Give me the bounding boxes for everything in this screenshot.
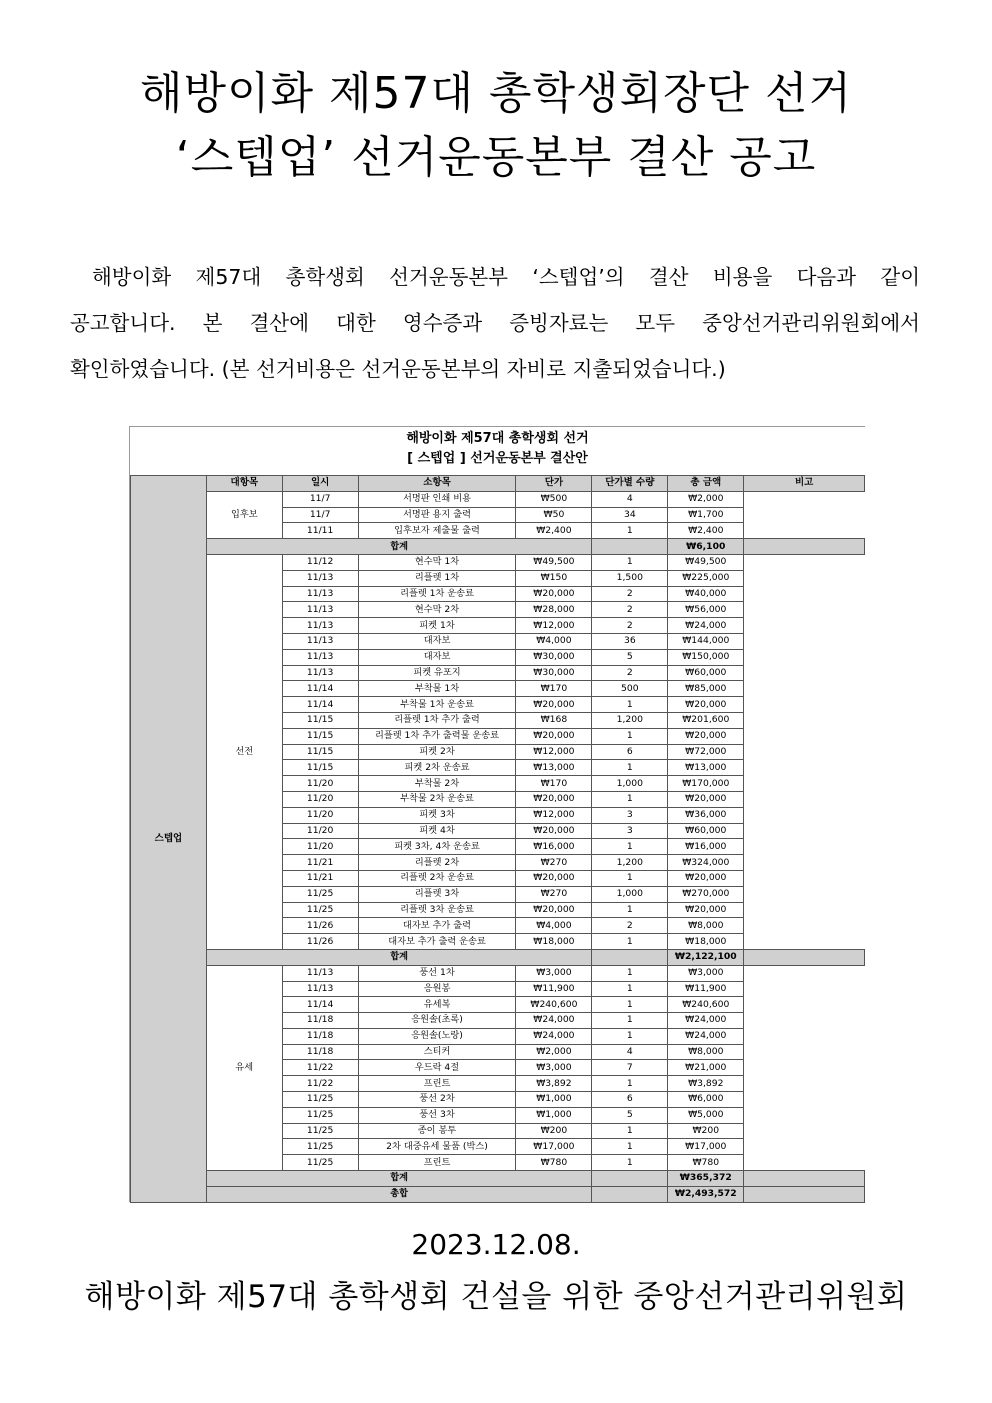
cell-col-0: 11/13: [282, 649, 358, 665]
category-cell: 선전: [206, 554, 282, 949]
sheet-title-line2: [ 스텝업 ] 선거운동본부 결산안: [407, 451, 588, 466]
cell-col-3: 5: [592, 649, 668, 665]
cell-col-4: ₩36,000: [668, 807, 744, 823]
cell-col-3: 2: [592, 586, 668, 602]
header-cell-1: 일시: [282, 476, 358, 492]
cell-col-3: 1: [592, 902, 668, 918]
notice-paragraph: [70, 254, 920, 392]
cell-col-3: 1,000: [592, 886, 668, 902]
cell-col-0: 11/20: [282, 839, 358, 855]
cell-col-0: 11/22: [282, 1060, 358, 1076]
cell-col-1: 리플렛 1차 추가 출력: [358, 712, 516, 728]
cell-col-3: 1,000: [592, 776, 668, 792]
cell-col-2: ₩150: [516, 570, 592, 586]
note-cell: [744, 807, 865, 823]
cell-col-1: 우드락 4절: [358, 1060, 516, 1076]
subtotal-note: [744, 1171, 865, 1187]
cell-col-4: ₩200: [668, 1123, 744, 1139]
cell-col-4: ₩20,000: [668, 791, 744, 807]
cell-col-4: ₩40,000: [668, 586, 744, 602]
cell-col-0: 11/7: [282, 491, 358, 507]
cell-col-1: 피켓 3차: [358, 807, 516, 823]
budget-table: [130, 475, 865, 1203]
cell-col-3: 1,500: [592, 570, 668, 586]
cell-col-1: 부착물 1차 운송료: [358, 697, 516, 713]
cell-col-4: ₩24,000: [668, 618, 744, 634]
cell-col-0: 11/13: [282, 965, 358, 981]
cell-col-3: 1: [592, 981, 668, 997]
subtotal-note: [744, 539, 865, 555]
cell-col-3: 1: [592, 523, 668, 539]
note-cell: [744, 1123, 865, 1139]
grand-total-note: [744, 1186, 865, 1202]
cell-col-1: 대자보: [358, 649, 516, 665]
cell-col-2: ₩200: [516, 1123, 592, 1139]
cell-col-2: ₩2,400: [516, 523, 592, 539]
cell-col-0: 11/25: [282, 1107, 358, 1123]
grand-total-row: [131, 1186, 865, 1202]
cell-col-3: 3: [592, 823, 668, 839]
cell-col-1: 리플렛 1차: [358, 570, 516, 586]
table-row: [131, 554, 865, 570]
cell-col-2: ₩780: [516, 1155, 592, 1171]
cell-col-2: ₩3,892: [516, 1076, 592, 1092]
cell-col-0: 11/18: [282, 1028, 358, 1044]
settlement-sheet-image: [129, 426, 865, 1202]
header-row: [131, 476, 865, 492]
cell-col-2: ₩30,000: [516, 649, 592, 665]
header-cell-5: 총 금액: [668, 476, 744, 492]
grand-total-label: 총합: [206, 1186, 592, 1202]
cell-col-0: 11/18: [282, 1044, 358, 1060]
note-cell: [744, 886, 865, 902]
cell-col-0: 11/14: [282, 681, 358, 697]
cell-col-2: ₩49,500: [516, 554, 592, 570]
cell-col-3: 1: [592, 697, 668, 713]
cell-col-3: 1: [592, 1076, 668, 1092]
header-cell-4: 단가별 수량: [592, 476, 668, 492]
category-cell: 입후보: [206, 491, 282, 538]
note-cell: [744, 1060, 865, 1076]
cell-col-2: ₩12,000: [516, 744, 592, 760]
cell-col-3: 3: [592, 807, 668, 823]
paragraph-line-1: 해방이화 제57대 총학생회 선거운동본부 ‘스텝업’의 결산 비용을 다음과 같이: [92, 265, 920, 289]
notice-date: 2023.12.08.: [411, 1228, 581, 1261]
cell-col-4: ₩56,000: [668, 602, 744, 618]
note-cell: [744, 839, 865, 855]
cell-col-4: ₩17,000: [668, 1139, 744, 1155]
cell-col-3: 7: [592, 1060, 668, 1076]
subtotal-row: [131, 539, 865, 555]
cell-col-4: ₩2,400: [668, 523, 744, 539]
cell-col-1: 풍선 1차: [358, 965, 516, 981]
cell-col-0: 11/15: [282, 744, 358, 760]
cell-col-3: 36: [592, 633, 668, 649]
cell-col-0: 11/13: [282, 586, 358, 602]
cell-col-4: ₩20,000: [668, 870, 744, 886]
cell-col-0: 11/21: [282, 855, 358, 871]
cell-col-0: 11/13: [282, 633, 358, 649]
cell-col-4: ₩20,000: [668, 697, 744, 713]
cell-col-1: 피켓 4차: [358, 823, 516, 839]
cell-col-4: ₩1,700: [668, 507, 744, 523]
note-cell: [744, 1092, 865, 1108]
cell-col-2: ₩170: [516, 776, 592, 792]
cell-col-2: ₩17,000: [516, 1139, 592, 1155]
cell-col-3: 2: [592, 918, 668, 934]
note-cell: [744, 570, 865, 586]
cell-col-0: 11/20: [282, 776, 358, 792]
cell-col-2: ₩28,000: [516, 602, 592, 618]
cell-col-3: 6: [592, 744, 668, 760]
cell-col-3: 1: [592, 997, 668, 1013]
cell-col-3: 1: [592, 760, 668, 776]
cell-col-1: 입후보자 제출물 출력: [358, 523, 516, 539]
subtotal-amount: ₩6,100: [668, 539, 744, 555]
subtotal-label: 합계: [206, 949, 592, 965]
cell-col-3: 1,200: [592, 712, 668, 728]
cell-col-1: 대자보 추가 출력: [358, 918, 516, 934]
cell-col-0: 11/25: [282, 1123, 358, 1139]
note-cell: [744, 697, 865, 713]
cell-col-2: ₩4,000: [516, 633, 592, 649]
cell-col-3: 34: [592, 507, 668, 523]
cell-col-4: ₩6,000: [668, 1092, 744, 1108]
cell-col-3: 1: [592, 1028, 668, 1044]
cell-col-2: ₩270: [516, 855, 592, 871]
cell-col-1: 리플렛 2차 운송료: [358, 870, 516, 886]
cell-col-2: ₩2,000: [516, 1044, 592, 1060]
note-cell: [744, 1028, 865, 1044]
cell-col-0: 11/25: [282, 1155, 358, 1171]
category-cell: 유세: [206, 965, 282, 1170]
subtotal-blank: [592, 1171, 668, 1187]
cell-col-3: 1: [592, 870, 668, 886]
note-cell: [744, 981, 865, 997]
cell-col-2: ₩3,000: [516, 1060, 592, 1076]
cell-col-4: ₩2,000: [668, 491, 744, 507]
note-cell: [744, 902, 865, 918]
note-cell: [744, 776, 865, 792]
note-cell: [744, 649, 865, 665]
cell-col-4: ₩150,000: [668, 649, 744, 665]
note-cell: [744, 507, 865, 523]
cell-col-2: ₩12,000: [516, 807, 592, 823]
cell-col-1: 종이 봉투: [358, 1123, 516, 1139]
cell-col-0: 11/13: [282, 981, 358, 997]
paragraph-line-2: 공고합니다. 본 결산에 대한 영수증과 증빙자료는 모두 중앙선거관리위원회에서: [70, 311, 920, 335]
cell-col-3: 6: [592, 1092, 668, 1108]
cell-col-1: 피켓 2차: [358, 744, 516, 760]
cell-col-3: 500: [592, 681, 668, 697]
note-cell: [744, 665, 865, 681]
cell-col-4: ₩85,000: [668, 681, 744, 697]
paragraph-line-3: 확인하였습니다. (본 선거비용은 선거운동본부의 자비로 지출되었습니다.): [70, 357, 726, 381]
cell-col-2: ₩168: [516, 712, 592, 728]
cell-col-3: 1: [592, 1155, 668, 1171]
cell-col-4: ₩8,000: [668, 1044, 744, 1060]
note-cell: [744, 523, 865, 539]
note-cell: [744, 728, 865, 744]
cell-col-0: 11/18: [282, 1013, 358, 1029]
cell-col-3: 1,200: [592, 855, 668, 871]
cell-col-2: ₩12,000: [516, 618, 592, 634]
note-cell: [744, 618, 865, 634]
table-row: [131, 965, 865, 981]
cell-col-1: 응원봉: [358, 981, 516, 997]
note-cell: [744, 602, 865, 618]
cell-col-1: 피켓 2차 운송료: [358, 760, 516, 776]
cell-col-4: ₩144,000: [668, 633, 744, 649]
header-cell-0: 대항목: [206, 476, 282, 492]
cell-col-0: 11/21: [282, 870, 358, 886]
cell-col-1: 프린트: [358, 1155, 516, 1171]
cell-col-4: ₩5,000: [668, 1107, 744, 1123]
cell-col-1: 프린트: [358, 1076, 516, 1092]
cell-col-0: 11/22: [282, 1076, 358, 1092]
note-cell: [744, 823, 865, 839]
cell-col-3: 1: [592, 839, 668, 855]
cell-col-4: ₩13,000: [668, 760, 744, 776]
cell-col-0: 11/25: [282, 886, 358, 902]
subtotal-blank: [592, 539, 668, 555]
cell-col-0: 11/7: [282, 507, 358, 523]
cell-col-4: ₩225,000: [668, 570, 744, 586]
cell-col-4: ₩3,000: [668, 965, 744, 981]
cell-col-4: ₩8,000: [668, 918, 744, 934]
cell-col-1: 응원솔(초록): [358, 1013, 516, 1029]
cell-col-2: ₩18,000: [516, 934, 592, 950]
header-cell-2: 소항목: [358, 476, 516, 492]
cell-col-2: ₩20,000: [516, 728, 592, 744]
cell-col-3: 1: [592, 965, 668, 981]
cell-col-1: 대자보: [358, 633, 516, 649]
notice-title-line2: ‘스텝업’ 선거운동본부 결산 공고: [175, 132, 817, 183]
cell-col-0: 11/20: [282, 791, 358, 807]
cell-col-3: 1: [592, 728, 668, 744]
cell-col-4: ₩240,600: [668, 997, 744, 1013]
cell-col-1: 피켓 3차, 4차 운송료: [358, 839, 516, 855]
subtotal-label: 합계: [206, 539, 592, 555]
cell-col-2: ₩270: [516, 886, 592, 902]
cell-col-3: 1: [592, 791, 668, 807]
cell-col-4: ₩24,000: [668, 1028, 744, 1044]
cell-col-4: ₩18,000: [668, 934, 744, 950]
note-cell: [744, 1013, 865, 1029]
cell-col-3: 1: [592, 1139, 668, 1155]
cell-col-2: ₩20,000: [516, 870, 592, 886]
cell-col-1: 현수막 2차: [358, 602, 516, 618]
cell-col-2: ₩20,000: [516, 791, 592, 807]
cell-col-1: 서명판 용지 출력: [358, 507, 516, 523]
cell-col-4: ₩170,000: [668, 776, 744, 792]
note-cell: [744, 1044, 865, 1060]
cell-col-2: ₩20,000: [516, 823, 592, 839]
cell-col-2: ₩20,000: [516, 697, 592, 713]
note-cell: [744, 760, 865, 776]
subtotal-row: [131, 1171, 865, 1187]
cell-col-2: ₩1,000: [516, 1092, 592, 1108]
note-cell: [744, 997, 865, 1013]
cell-col-2: ₩3,000: [516, 965, 592, 981]
cell-col-3: 1: [592, 934, 668, 950]
cell-col-0: 11/15: [282, 728, 358, 744]
cell-col-4: ₩3,892: [668, 1076, 744, 1092]
cell-col-2: ₩170: [516, 681, 592, 697]
cell-col-3: 4: [592, 491, 668, 507]
cell-col-3: 2: [592, 618, 668, 634]
cell-col-1: 풍선 2차: [358, 1092, 516, 1108]
subtotal-amount: ₩2,122,100: [668, 949, 744, 965]
cell-col-3: 2: [592, 602, 668, 618]
sheet-title-line1: 해방이화 제57대 총학생회 선거: [406, 431, 589, 446]
cell-col-2: ₩24,000: [516, 1028, 592, 1044]
notice-title-line1: 해방이화 제57대 총학생회장단 선거: [139, 68, 852, 119]
cell-col-1: 부착물 2차 운송료: [358, 791, 516, 807]
cell-col-0: 11/11: [282, 523, 358, 539]
cell-col-2: ₩50: [516, 507, 592, 523]
note-cell: [744, 1155, 865, 1171]
cell-col-0: 11/20: [282, 823, 358, 839]
cell-col-3: 5: [592, 1107, 668, 1123]
note-cell: [744, 1107, 865, 1123]
grand-total-amount: ₩2,493,572: [668, 1186, 744, 1202]
note-cell: [744, 491, 865, 507]
cell-col-0: 11/26: [282, 934, 358, 950]
cell-col-0: 11/25: [282, 1092, 358, 1108]
subtotal-blank: [592, 949, 668, 965]
cell-col-0: 11/13: [282, 665, 358, 681]
cell-col-4: ₩72,000: [668, 744, 744, 760]
cell-col-1: 부착물 2차: [358, 776, 516, 792]
cell-col-2: ₩20,000: [516, 586, 592, 602]
cell-col-1: 스티커: [358, 1044, 516, 1060]
cell-col-2: ₩30,000: [516, 665, 592, 681]
note-cell: [744, 586, 865, 602]
cell-col-2: ₩1,000: [516, 1107, 592, 1123]
cell-col-0: 11/25: [282, 1139, 358, 1155]
cell-col-3: 2: [592, 665, 668, 681]
note-cell: [744, 1139, 865, 1155]
issuer-name: 해방이화 제57대 총학생회 건설을 위한 중앙선거관리위원회: [84, 1279, 908, 1315]
cell-col-0: 11/13: [282, 618, 358, 634]
table-row: [131, 491, 865, 507]
cell-col-2: ₩4,000: [516, 918, 592, 934]
cell-col-2: ₩13,000: [516, 760, 592, 776]
cell-col-1: 2차 대중유세 물품 (박스): [358, 1139, 516, 1155]
cell-col-2: ₩16,000: [516, 839, 592, 855]
note-cell: [744, 791, 865, 807]
cell-col-1: 현수막 1차: [358, 554, 516, 570]
note-cell: [744, 712, 865, 728]
cell-col-3: 1: [592, 1123, 668, 1139]
cell-col-1: 풍선 3차: [358, 1107, 516, 1123]
cell-col-4: ₩20,000: [668, 728, 744, 744]
note-cell: [744, 633, 865, 649]
grand-total-blank: [592, 1186, 668, 1202]
cell-col-1: 피켓 유포지: [358, 665, 516, 681]
header-cell-6: 비고: [744, 476, 865, 492]
cell-col-4: ₩201,600: [668, 712, 744, 728]
note-cell: [744, 744, 865, 760]
cell-col-1: 리플렛 1차 추가 출력물 운송료: [358, 728, 516, 744]
cell-col-2: ₩20,000: [516, 902, 592, 918]
cell-col-2: ₩500: [516, 491, 592, 507]
cell-col-0: 11/14: [282, 997, 358, 1013]
note-cell: [744, 554, 865, 570]
cell-col-4: ₩780: [668, 1155, 744, 1171]
cell-col-3: 1: [592, 554, 668, 570]
cell-col-1: 대자보 추가 출력 운송료: [358, 934, 516, 950]
cell-col-0: 11/14: [282, 697, 358, 713]
note-cell: [744, 918, 865, 934]
subtotal-label: 합계: [206, 1171, 592, 1187]
cell-col-4: ₩20,000: [668, 902, 744, 918]
cell-col-1: 서명판 인쇄 비용: [358, 491, 516, 507]
cell-col-1: 리플렛 2차: [358, 855, 516, 871]
cell-col-4: ₩324,000: [668, 855, 744, 871]
cell-col-2: ₩240,600: [516, 997, 592, 1013]
cell-col-1: 응원솔(노랑): [358, 1028, 516, 1044]
cell-col-4: ₩21,000: [668, 1060, 744, 1076]
note-cell: [744, 681, 865, 697]
cell-col-0: 11/13: [282, 602, 358, 618]
header-cell-3: 단가: [516, 476, 592, 492]
note-cell: [744, 965, 865, 981]
cell-col-4: ₩49,500: [668, 554, 744, 570]
cell-col-3: 1: [592, 1013, 668, 1029]
cell-col-1: 리플렛 3차 운송료: [358, 902, 516, 918]
sheet-title: [130, 429, 865, 469]
cell-col-0: 11/25: [282, 902, 358, 918]
cell-col-4: ₩11,900: [668, 981, 744, 997]
cell-col-2: ₩11,900: [516, 981, 592, 997]
outer-category-cell: 스텝업: [131, 476, 207, 1203]
cell-col-0: 11/13: [282, 570, 358, 586]
cell-col-1: 유세복: [358, 997, 516, 1013]
note-cell: [744, 934, 865, 950]
cell-col-0: 11/15: [282, 760, 358, 776]
subtotal-row: [131, 949, 865, 965]
cell-col-3: 4: [592, 1044, 668, 1060]
note-cell: [744, 1076, 865, 1092]
note-cell: [744, 870, 865, 886]
cell-col-4: ₩24,000: [668, 1013, 744, 1029]
cell-col-1: 리플렛 3차: [358, 886, 516, 902]
cell-col-4: ₩60,000: [668, 823, 744, 839]
cell-col-4: ₩270,000: [668, 886, 744, 902]
cell-col-4: ₩60,000: [668, 665, 744, 681]
subtotal-amount: ₩365,372: [668, 1171, 744, 1187]
cell-col-2: ₩24,000: [516, 1013, 592, 1029]
cell-col-0: 11/15: [282, 712, 358, 728]
cell-col-1: 부착물 1차: [358, 681, 516, 697]
cell-col-1: 피켓 1차: [358, 618, 516, 634]
note-cell: [744, 855, 865, 871]
cell-col-0: 11/20: [282, 807, 358, 823]
subtotal-note: [744, 949, 865, 965]
cell-col-0: 11/26: [282, 918, 358, 934]
cell-col-0: 11/12: [282, 554, 358, 570]
cell-col-1: 리플렛 1차 운송료: [358, 586, 516, 602]
cell-col-4: ₩16,000: [668, 839, 744, 855]
